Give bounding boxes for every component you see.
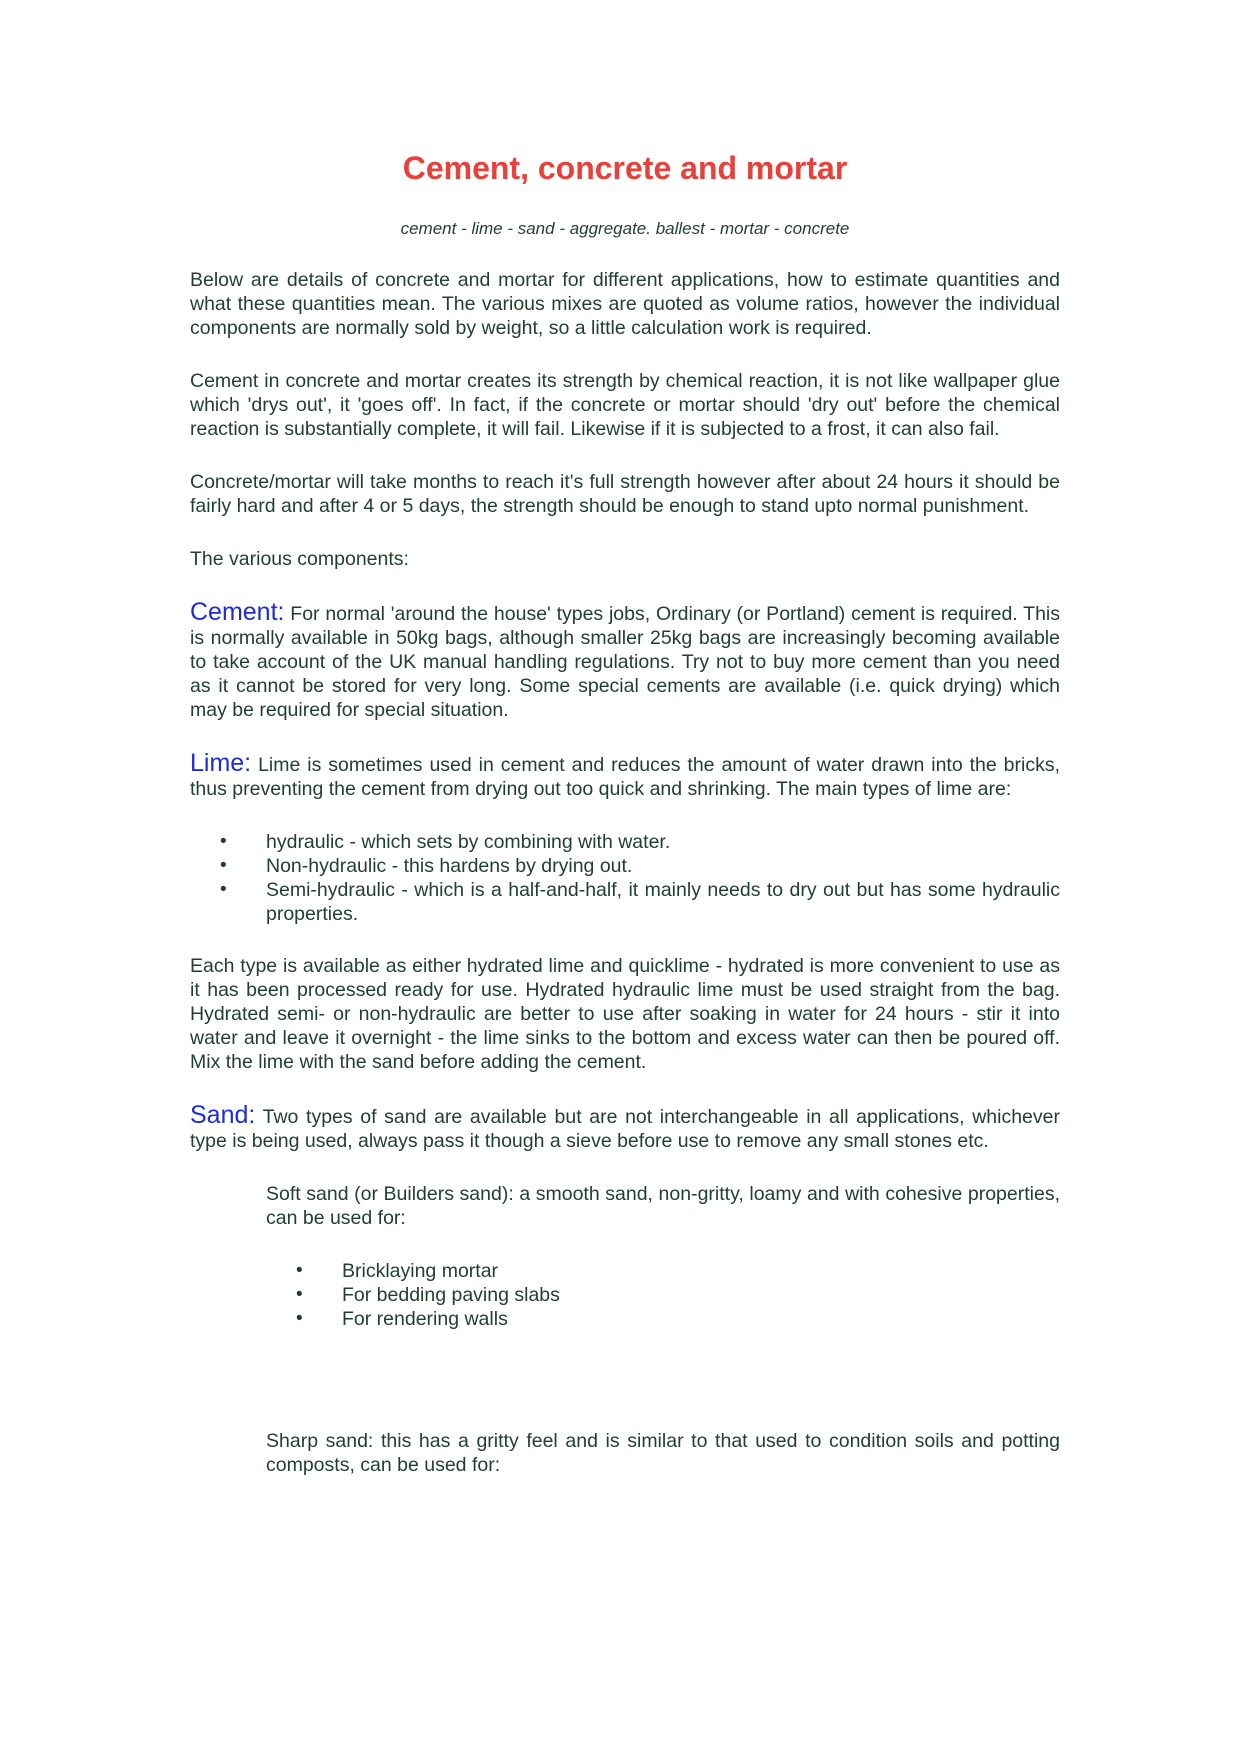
page-title: Cement, concrete and mortar: [402, 150, 848, 186]
bullet-icon: •: [296, 1284, 303, 1305]
chemistry-paragraph: Cement in concrete and mortar creates its strength by chemical reaction, it is not like wallpaper glue which 'drys out', it 'goes off'. In fact, if the concrete or mortar should 'dry out' before the chemical reaction is substantially complete, it will fail. Likewise if it is subjected to a frost, it can also fail.: [190, 370, 1060, 440]
lime-after-paragraph: Each type is available as either hydrated lime and quicklime - hydrated is more convenient to use as it has been processed ready for use. Hydrated hydraulic lime must be used straight from the bag. Hydrated semi- or non-hydraulic are better to use after soaking in water for 24 hours - stir it into water and leave it overnight - the lime sinks to the bottom and excess water can then be poured off. Mix the lime with the sand before adding the cement.: [190, 955, 1060, 1073]
lime-section: [190, 751, 1060, 801]
bullet-icon: •: [220, 855, 227, 876]
list-item: • For bedding paving slabs: [296, 1284, 560, 1306]
intro-paragraph: Below are details of concrete and mortar for different applications, how to estimate quantities and what these quantities mean. The various mixes are quoted as volume ratios, however the individual components are normally sold by weight, so a little calculation work is required.: [190, 269, 1060, 339]
bullet-icon: •: [296, 1308, 303, 1329]
list-item: • Semi-hydraulic - which is a half-and-half, it mainly needs to dry out but has some hydraulic properties.: [220, 879, 1060, 925]
spacer: [190, 1359, 1060, 1429]
sharp-sand-paragraph: Sharp sand: this has a gritty feel and is similar to that used to condition soils and potting composts, can be used for:: [266, 1430, 1060, 1476]
document-page: [190, 0, 1060, 1754]
page-subtitle: cement - lime - sand - aggregate. ballest - mortar - concrete: [400, 219, 850, 238]
strength-paragraph: Concrete/mortar will take months to reach it's full strength however after about 24 hours it should be fairly hard and after 4 or 5 days, the strength should be enough to stand upto normal punishment.: [190, 471, 1060, 517]
sand-heading: Sand:: [190, 1101, 256, 1129]
soft-sand-paragraph: Soft sand (or Builders sand): a smooth sand, non-gritty, loamy and with cohesive properties, can be used for:: [266, 1183, 1060, 1229]
document-body: [190, 268, 1060, 1506]
sand-section: [190, 1103, 1060, 1153]
cement-text: For normal 'around the house' types jobs, Ordinary (or Portland) cement is required. This is normally available in 50kg bags, although smaller 25kg bags are increasingly becoming available to take account of the UK manual handling regulations. Try not to buy more cement than you need as it cannot be stored for very long. Some special cements are available (i.e. quick drying) which may be required for special situation.: [190, 603, 1060, 721]
cement-section: [190, 600, 1060, 722]
list-item: • hydraulic - which sets by combining with water.: [220, 831, 671, 853]
bullet-icon: •: [220, 831, 227, 852]
bullet-icon: •: [296, 1260, 303, 1281]
lime-text: Lime is sometimes used in cement and reduces the amount of water drawn into the bricks, thus preventing the cement from drying out too quick and shrinking. The main types of lime are:: [190, 754, 1060, 800]
list-item: • Non-hydraulic - this hardens by drying out.: [220, 855, 633, 877]
cement-heading: Cement:: [190, 598, 285, 626]
soft-sand-uses-list: [190, 1259, 1060, 1331]
lime-heading: Lime:: [190, 749, 252, 777]
components-intro: The various components:: [190, 548, 409, 570]
list-item: • For rendering walls: [296, 1308, 508, 1330]
bullet-icon: •: [220, 879, 227, 900]
sand-text: Two types of sand are available but are not interchangeable in all applications, whichever type is being used, always pass it though a sieve before use to remove any small stones etc.: [190, 1106, 1060, 1152]
list-item: • Bricklaying mortar: [296, 1260, 499, 1282]
lime-types-list: [190, 830, 1060, 926]
